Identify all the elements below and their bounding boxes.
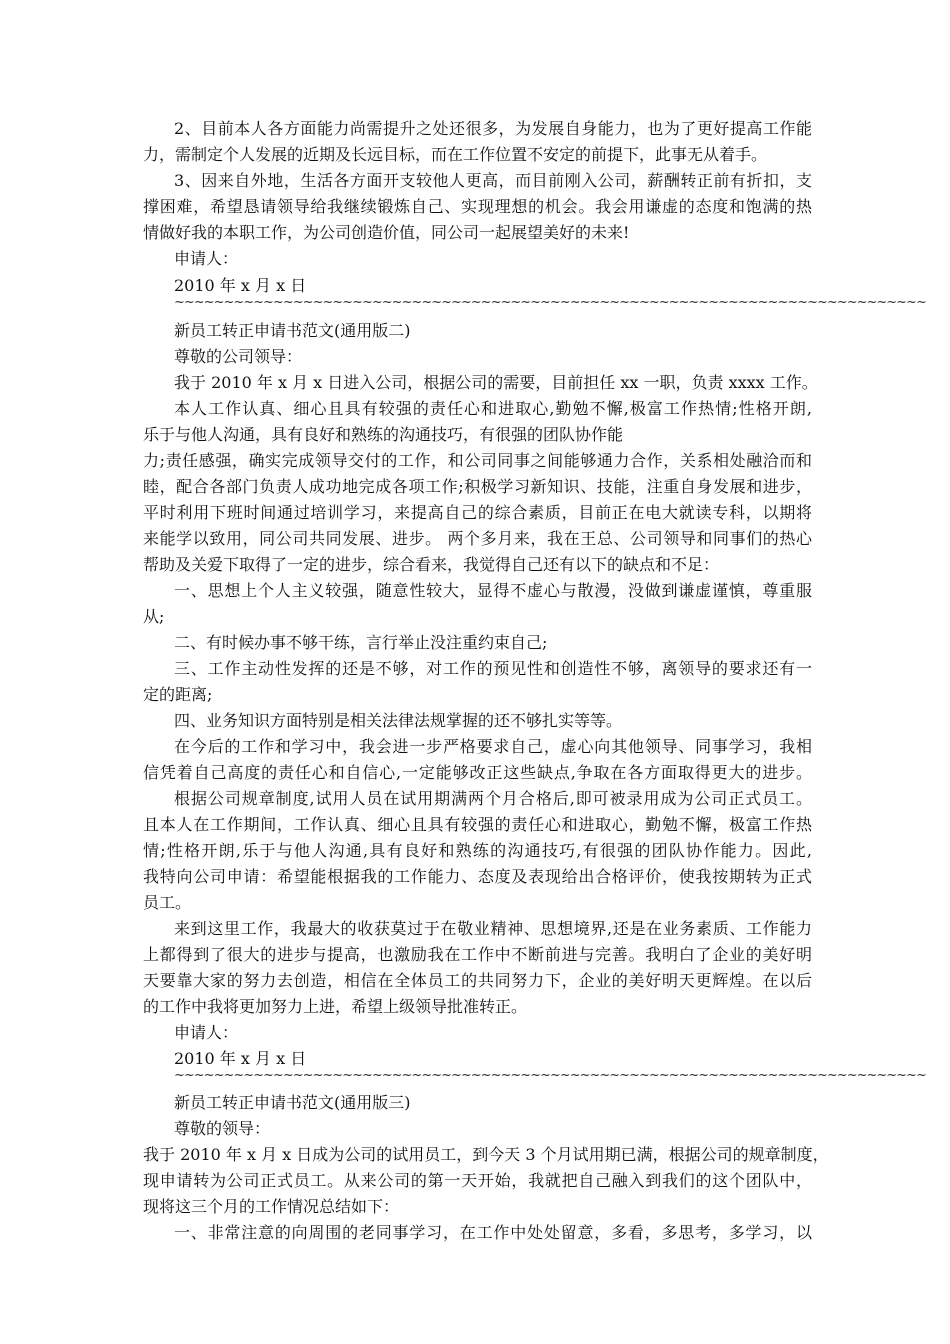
paragraph-first-line: 来到这里工作，我最大的收获莫过于在敬业精神、思想境界,还是在业务素质、工作能力: [174, 919, 812, 938]
text-line: 上都得到了很大的进步与提高，也激励我在工作中不断前进与完善。我明白了企业的美好明: [143, 945, 812, 964]
paragraph-first-line: 2、目前本人各方面能力尚需提升之处还很多，为发展自身能力，也为了更好提高工作能: [174, 119, 812, 138]
indented-line: 2010 年 x 月 x 日: [174, 276, 307, 295]
text-line: 从;: [143, 607, 165, 626]
indented-line: 二、有时候办事不够干练，言行举止没注重约束自己;: [174, 633, 548, 652]
text-line: 信凭着自己高度的责任心和自信心,一定能够改正这些缺点,争取在各方面取得更大的进步。: [143, 763, 812, 782]
paragraph-first-line: 一、思想上个人主义较强，随意性较大，显得不虚心与散漫，没做到谦虚谨慎，尊重服: [174, 581, 812, 600]
text-line: 天要靠大家的努力去创造，相信在全体员工的共同努力下，企业的美好明天更辉煌。在以后: [143, 971, 812, 990]
paragraph-first-line: 本人工作认真、细心且具有较强的责任心和进取心,勤勉不懈,极富工作热情;性格开朗,: [174, 399, 812, 418]
indented-line: 四、业务知识方面特别是相关法律法规掌握的还不够扎实等等。: [174, 711, 623, 730]
paragraph-first-line: 根据公司规章制度,试用人员在试用期满两个月合格后,即可被录用成为公司正式员工。: [174, 789, 812, 808]
indented-line: 申请人：: [174, 1023, 239, 1042]
text-line: 睦，配合各部门负责人成功地完成各项工作;积极学习新知识、技能，注重自身发展和进步，: [143, 477, 812, 496]
indented-line: 尊敬的公司领导：: [174, 347, 303, 366]
text-line: 力，需制定个人发展的近期及长远目标，而在工作位置不安定的前提下，此事无从着手。: [143, 145, 768, 164]
paragraph-first-line: 一、非常注意的向周围的老同事学习，在工作中处处留意，多看，多思考，多学习，以: [174, 1223, 812, 1242]
separator-line: ~~~~~~~~~~~~~~~~~~~~~~~~~~~~~~~~~~~~~~~~~~~~~~~~~~~~~~~~~~~~~~~~~~~~~~~~~~~~: [174, 1068, 926, 1083]
text-line: 平时利用下班时间通过培训学习，来提高自己的综合素质，目前正在电大就读专科，以期将: [143, 503, 812, 522]
text-line: 现将这三个月的工作情况总结如下：: [143, 1197, 400, 1216]
separator-line: ~~~~~~~~~~~~~~~~~~~~~~~~~~~~~~~~~~~~~~~~~~~~~~~~~~~~~~~~~~~~~~~~~~~~~~~~~~~~: [174, 295, 926, 310]
paragraph-first-line: 三、工作主动性发挥的还是不够，对工作的预见性和创造性不够，离领导的要求还有一: [174, 659, 812, 678]
paragraph-first-line: 在今后的工作和学习中，我会进一步严格要求自己，虚心向其他领导、同事学习，我相: [174, 737, 812, 756]
text-line: 情做好我的本职工作，为公司创造价值，同公司一起展望美好的未来!: [143, 223, 630, 242]
text-line: 撑困难，希望恳请领导给我继续锻炼自己、实现理想的机会。我会用谦虚的态度和饱满的热: [143, 197, 812, 216]
text-line: 帮助及关爱下取得了一定的进步，综合看来，我觉得自己还有以下的缺点和不足：: [143, 555, 720, 574]
text-line: 员工。: [143, 893, 192, 912]
text-line: 情;性格开朗,乐于与他人沟通,具有良好和熟练的沟通技巧,有很强的团队协作能力。因此,: [143, 841, 812, 860]
indented-line: 尊敬的领导：: [174, 1119, 271, 1138]
indented-line: 新员工转正申请书范文(通用版二): [174, 321, 411, 340]
paragraph-first-line: 3、因来自外地，生活各方面开支较他人更高，而目前刚入公司，薪酬转正前有折扣，支: [174, 171, 812, 190]
text-line: 且本人在工作期间，工作认真、细心且具有较强的责任心和进取心，勤勉不懈，极富工作热: [143, 815, 812, 834]
text-line: 我特向公司申请：希望能根据我的工作能力、态度及表现给出合格评价，使我按期转为正式: [143, 867, 812, 886]
indented-line: 新员工转正申请书范文(通用版三): [174, 1093, 411, 1112]
indented-line: 申请人：: [174, 249, 239, 268]
indented-line: 我于 2010 年 x 月 x 日进入公司，根据公司的需要，目前担任 xx 一职，负责 xxxx 工作。: [174, 373, 818, 392]
text-line: 现申请转为公司正式员工。从来公司的第一天开始，我就把自己融入到我们的这个团队中，: [143, 1171, 812, 1190]
indented-line: 2010 年 x 月 x 日: [174, 1049, 307, 1068]
text-line: 来能学以致用，同公司共同发展、进步。 两个多月来，我在王总、公司领导和同事们的热心: [143, 529, 812, 548]
text-line: 的工作中我将更加努力上进，希望上级领导批准转正。: [143, 997, 528, 1016]
text-line: 力;责任感强，确实完成领导交付的工作，和公司同事之间能够通力合作，关系相处融洽而和: [143, 451, 812, 470]
text-line: 我于 2010 年 x 月 x 日成为公司的试用员工，到今天 3 个月试用期已满，根据公司的规章制度，: [143, 1145, 829, 1164]
text-line: 定的距离;: [143, 685, 213, 704]
text-line: 乐于与他人沟通，具有良好和熟练的沟通技巧，有很强的团队协作能: [143, 425, 624, 444]
